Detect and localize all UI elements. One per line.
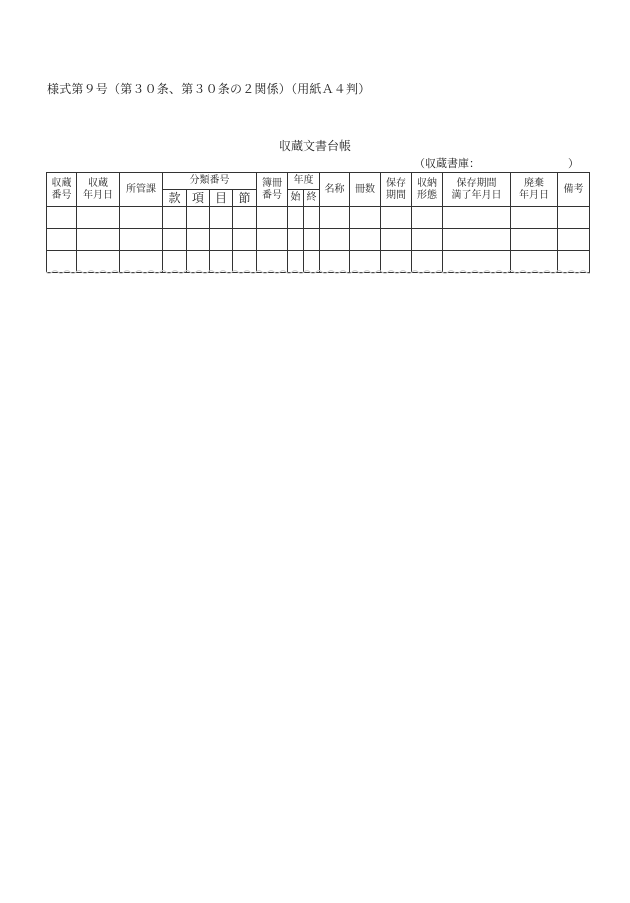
table-cell [257,229,288,251]
table-cell [558,207,590,229]
table-cell [511,229,558,251]
table-cell [233,229,257,251]
table-cell [77,229,120,251]
col-header-bosatsu-bango: 簿冊 番号 [257,173,288,207]
table-cell [381,207,412,229]
table-cell [120,229,163,251]
table-row [47,229,590,251]
table-cell [187,229,210,251]
table-cell [304,229,320,251]
col-header-kou: 項 [187,190,210,207]
table-cell [120,207,163,229]
table-cell [257,207,288,229]
table-cell [320,229,350,251]
table-cell [304,207,320,229]
col-header-nendo-end: 終 [304,190,320,207]
col-header-shokankka: 所管課 [120,173,163,207]
table-cell [288,229,304,251]
table-cell [511,207,558,229]
col-header-nendo: 年度 [288,173,320,190]
table-cell [210,207,233,229]
table-cell [443,229,511,251]
col-header-sassu: 冊数 [350,173,381,207]
col-header-hozon-kikan: 保存 期間 [381,173,412,207]
table-cell [77,207,120,229]
form-number-note: 様式第９号（第３０条、第３０条の２関係）（用紙Ａ４判） [47,82,371,96]
col-header-nendo-start: 始 [288,190,304,207]
table-cell [210,229,233,251]
table-cell [320,207,350,229]
table-cell [412,207,443,229]
col-header-moku: 目 [210,190,233,207]
table-cell [163,229,187,251]
table-cell [443,207,511,229]
table-cell [163,207,187,229]
col-header-biko: 備考 [558,173,590,207]
storage-location-close: ） [568,157,579,170]
storage-location-label: （収蔵書庫： [414,157,480,170]
table-row [47,207,590,229]
table-continuation-wave [46,268,590,276]
col-header-shuzo-nengappi: 収蔵 年月日 [77,173,120,207]
col-header-haiki-nengappi: 廃棄 年月日 [511,173,558,207]
table-cell [381,229,412,251]
col-header-meisho: 名称 [320,173,350,207]
table-cell [288,207,304,229]
table-cell [558,229,590,251]
table-cell [187,207,210,229]
col-header-setsu: 節 [233,190,257,207]
table-cell [412,229,443,251]
table-cell [350,229,381,251]
table-cell [350,207,381,229]
col-header-shuno-keitai: 収納 形態 [412,173,443,207]
col-header-shuzo-bango: 収蔵 番号 [47,173,77,207]
col-header-bunrui-bango: 分類番号 [163,173,257,190]
page-title: 収蔵文書台帳 [278,139,351,153]
ledger-table [46,172,590,273]
table-cell [233,207,257,229]
table-cell [47,207,77,229]
col-header-hozon-kikan-manryo: 保存期間 満了年月日 [443,173,511,207]
table-cell [47,229,77,251]
col-header-kan: 款 [163,190,187,207]
